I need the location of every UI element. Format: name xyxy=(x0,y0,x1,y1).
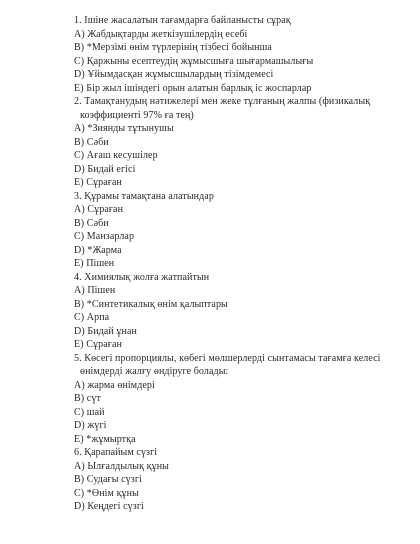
answer-option: B) *Мерзімі өнім түрлерінің тізбесі бойынша xyxy=(74,42,272,53)
answer-option: D) Ұйымдасқан жұмысшылардың тізімдемесі xyxy=(74,69,274,80)
answer-option: D) Бидай ұнан xyxy=(74,325,137,337)
answer-option: B) Судағы сүзгі xyxy=(74,474,142,485)
question-text: 5. Көсегі пропорциялы, көбегі мөлшерлерді сынтамасы тағамға келесі xyxy=(74,352,381,364)
answer-option: E) Сұраған xyxy=(74,339,122,350)
answer-option: C) Қаржыны есептеудің жұмысшыға шығармашылығы xyxy=(74,55,314,67)
answer-option: A) Ылғалдылық құны xyxy=(74,460,169,472)
answer-option: A) Сұраған xyxy=(74,204,124,215)
answer-option: B) Сәби xyxy=(74,217,109,229)
answer-option: C) шай xyxy=(74,406,105,418)
question-text: 3. Құрамы тамақтана алатындар xyxy=(74,190,214,202)
answer-option: B) сүт xyxy=(74,393,101,404)
question-text-continued: коэффициенті 97% ға тең) xyxy=(80,109,194,121)
answer-option: E) *жұмыртқа xyxy=(74,433,136,445)
answer-option: D) жүгі xyxy=(74,420,107,431)
answer-option: A) жарма өнімдері xyxy=(74,379,155,391)
question-text: 6. Қарапайым сүзгі xyxy=(74,447,158,458)
answer-option: A) *Зиянды тұтынушы xyxy=(74,123,174,134)
answer-option: C) *Өнім құны xyxy=(74,487,139,499)
answer-option: A) Жабдықтарды жеткізушілердің есебі xyxy=(74,28,248,40)
answer-option: E) Пішен xyxy=(74,258,115,269)
answer-option: D) *Жарма xyxy=(74,244,122,256)
answer-option: E) Бір жыл ішіндегі орын алатын барлық іс жоспарлар xyxy=(74,82,312,94)
answer-option: C) Ағаш кесушілер xyxy=(74,150,158,161)
question-text: 4. Химиялық жолға жатпайтын xyxy=(74,271,210,283)
question-list xyxy=(0,14,420,514)
question-text: 1. Ішіне жасалатын тағамдарға байланысты сұрақ xyxy=(74,15,291,26)
answer-option: D) Бидай егісі xyxy=(74,163,136,175)
question-text: 2. Тамақтанудың нәтижелері мен жеке тұлғаның жалпы (физикалық xyxy=(74,96,371,107)
answer-option: B) *Синтетикалық өнім қалыптары xyxy=(74,298,228,310)
answer-option: E) Сұраған xyxy=(74,177,122,188)
answer-option: A) Пішен xyxy=(74,285,116,296)
answer-option: D) Кеңдегі сүзгі xyxy=(74,501,144,512)
answer-option: C) Арпа xyxy=(74,312,110,323)
answer-option: B) Сәби xyxy=(74,136,109,148)
answer-option: C) Манзарлар xyxy=(74,231,135,242)
question-text-continued: өнімдерді жалғу өндіруге болады: xyxy=(80,366,229,377)
